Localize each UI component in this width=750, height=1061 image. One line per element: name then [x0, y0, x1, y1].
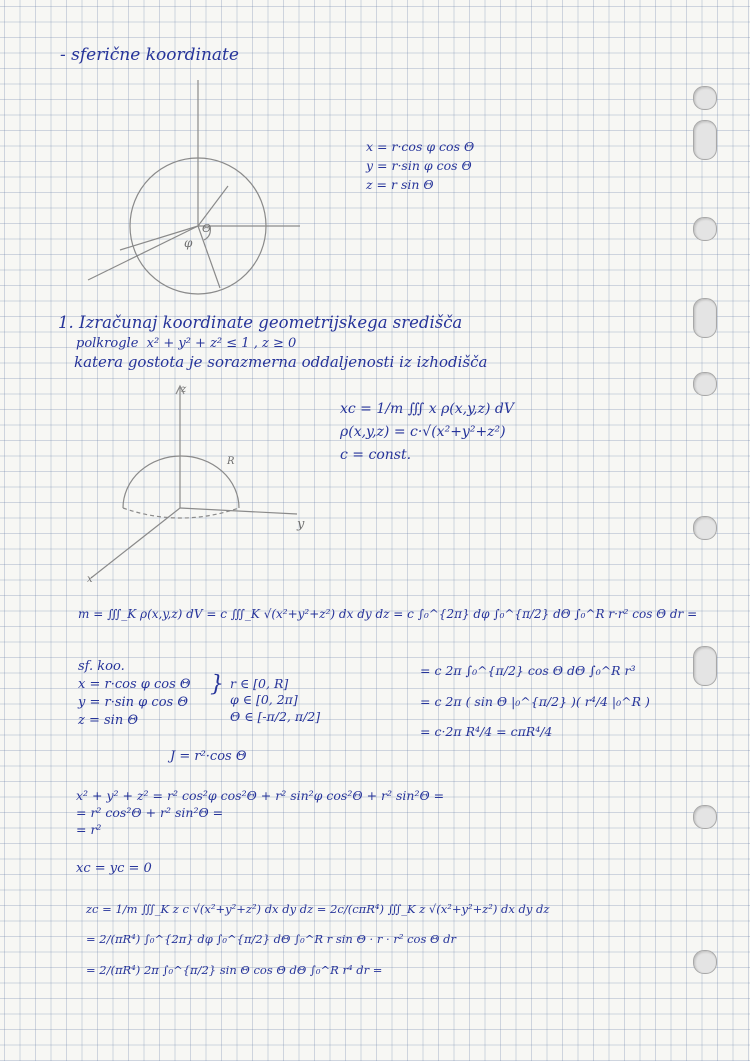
- symmetry-result: xc = yc = 0: [76, 861, 152, 876]
- mass-integral: m = ∭_K ρ(x,y,z) dV = c ∭_K √(x²+y²+z²) dx dy dz = c ∫₀^{2π} dφ ∫₀^{π/2} dΘ ∫₀^R r·r² cos Θ dr =: [78, 607, 698, 621]
- const-note: c = const.: [340, 447, 412, 464]
- sphere-sketch: [80, 80, 310, 300]
- zc-line-3: = 2/(πR⁴) 2π ∫₀^{π/2} sin Θ cos Θ dΘ ∫₀^R r⁴ dr =: [86, 962, 383, 977]
- problem-line-3: katera gostota je sorazmerna oddaljenosti iz izhodišča: [74, 353, 488, 371]
- spherical-x: x = r·cos φ cos Θ: [78, 676, 191, 692]
- range-r: r ∈ [0, R]: [230, 676, 289, 691]
- identity-line-1: x² + y² + z² = r² cos²φ cos²Θ + r² sin²φ cos²Θ + r² sin²Θ =: [76, 788, 445, 803]
- identity: [76, 788, 444, 839]
- mass-step-2: = c 2π ( sin Θ |₀^{π/2} )( r⁴/4 |₀^R ): [420, 693, 650, 709]
- brace: }: [210, 672, 224, 697]
- jacobian: J = r²·cos Θ: [170, 749, 247, 764]
- zc-derivation: [86, 894, 549, 985]
- transform-y: y = r·sin φ cos Θ: [366, 157, 472, 173]
- punch-hole: [693, 646, 717, 686]
- phi-label: φ: [184, 236, 193, 250]
- range-phi: φ ∈ [0, 2π]: [230, 692, 298, 708]
- mass-steps: [420, 656, 650, 748]
- density-formula: ρ(x,y,z) = c·√(x²+y²+z²): [340, 424, 506, 441]
- punch-hole: [693, 516, 717, 540]
- range-theta: Θ ∈ [-π/2, π/2]: [230, 708, 321, 724]
- theta-label: Θ: [202, 222, 212, 235]
- spherical-coordinates: [78, 658, 191, 730]
- transform-equations: [366, 138, 474, 194]
- punch-hole: [693, 217, 717, 241]
- transform-z: z = r sin Θ: [366, 176, 434, 192]
- section-title: - sferične koordinate: [60, 45, 239, 65]
- integration-ranges: [230, 676, 320, 725]
- spherical-y: y = r·sin φ cos Θ: [78, 694, 188, 710]
- spherical-heading: sf. koo.: [78, 659, 125, 674]
- problem-line-1: 1. Izračunaj koordinate geometrijskega središča: [58, 313, 463, 332]
- radius-label: R: [227, 456, 235, 467]
- zc-line-1: zc = 1/m ∭_K z c √(x²+y²+z²) dx dy dz = 2c/(cπR⁴) ∭_K z √(x²+y²+z²) dx dy dz: [86, 902, 550, 916]
- centroid-formula: xc = 1/m ∭ x ρ(x,y,z) dV: [340, 401, 514, 417]
- centroid-definition: [340, 398, 514, 467]
- spherical-z: z = sin Θ: [78, 712, 138, 728]
- hemisphere-sketch: [85, 382, 315, 585]
- axis-z-label: z: [181, 384, 187, 395]
- identity-line-3: = r²: [76, 821, 102, 837]
- identity-line-2: = r² cos²Θ + r² sin²Θ =: [76, 804, 224, 820]
- transform-x: x = r·cos φ cos Θ: [366, 139, 475, 154]
- zc-line-2: = 2/(πR⁴) ∫₀^{2π} dφ ∫₀^{π/2} dΘ ∫₀^R r sin Θ · r · r² cos Θ dr: [86, 932, 456, 947]
- axis-x-label: x: [87, 574, 93, 585]
- mass-step-1: = c 2π ∫₀^{π/2} cos Θ dΘ ∫₀^R r³: [420, 663, 636, 678]
- mass-step-3: = c·2π R⁴/4 = cπR⁴/4: [420, 724, 553, 740]
- axis-y-label: y: [297, 517, 305, 532]
- punch-hole: [693, 805, 717, 829]
- punch-hole: [693, 298, 717, 338]
- punch-hole: [693, 950, 717, 974]
- punch-hole: [693, 372, 717, 396]
- problem-line-2: polkrogle x² + y² + z² ≤ 1 , z ≥ 0: [76, 336, 297, 351]
- punch-hole: [693, 120, 717, 160]
- punch-hole: [693, 86, 717, 110]
